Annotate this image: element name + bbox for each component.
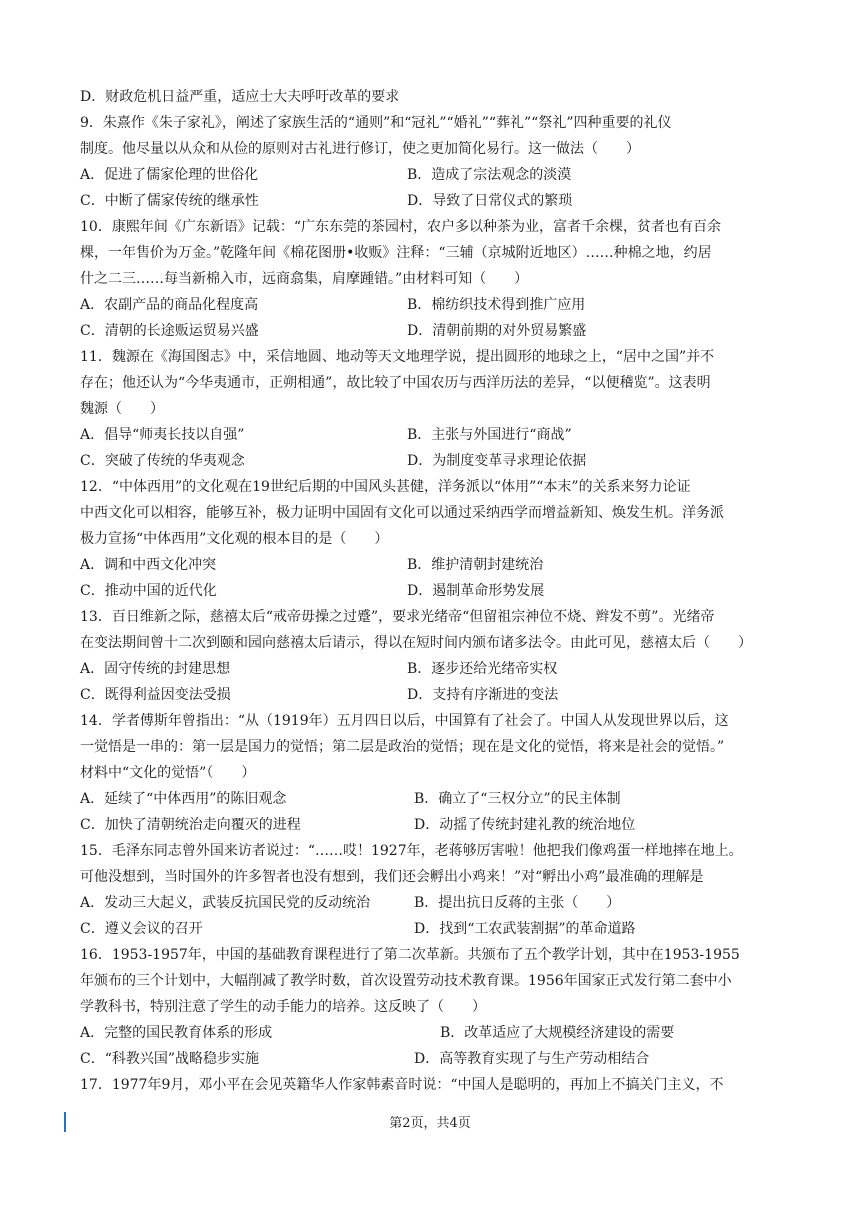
q13-stem-line-1: 13．百日维新之际，慈禧太后“戒帝毋操之过蹙”，要求光绪帝“但留祖宗神位不烧、辫发不剪”。光绪帝 [80,609,715,625]
q16-stem-line-3: 学教科书，特别注意了学生的动手能力的培养。这反映了（ ） [80,999,486,1015]
q14-option-c[interactable]: C．加快了清朝统治走向覆灭的进程 [80,817,301,833]
q12-option-d[interactable]: D．遏制革命形势发展 [407,583,545,599]
q14-options-row-2 [80,812,786,838]
q16-options-row-2 [80,1046,786,1072]
q9-stem-line-2: 制度。他尽量以从众和从俭的原则对古礼进行修订，使之更加简化易行。这一做法（ ） [80,141,640,157]
q11-stem-line-3: 魏源（ ） [80,401,164,417]
q15-option-d[interactable]: D．找到“工农武装割据”的革命道路 [414,921,636,937]
q11-stem-line-2: 存在；他还认为“今华夷通市，正朔相通”，故比较了中国农历与西洋历法的差异，“以便稽览”。这表明 [80,375,711,391]
q12-options-row-1 [80,552,786,578]
q16-option-a[interactable]: A．完整的国民教育体系的形成 [80,1025,273,1041]
question-content [80,84,786,1098]
q12-options-row-2 [80,578,786,604]
q10-option-c[interactable]: C．清朝的长途贩运贸易兴盛 [80,323,259,339]
q11-option-d[interactable]: D．为制度变革寻求理论依据 [407,453,587,469]
q13-stem-line-2: 在变法期间曾十二次到颐和园向慈禧太后请示，得以在短时间内颁布诸多法令。由此可见，慈禧太后（ ） [80,635,752,651]
q9-option-d[interactable]: D．导致了日常仪式的繁琐 [407,193,573,209]
q15-option-c[interactable]: C．遵义会议的召开 [80,921,203,937]
q9-stem-line-1: 9．朱熹作《朱子家礼》，阐述了家族生活的“通则”和“冠礼”“婚礼”“葬礼”“祭礼”四种重要的礼仪 [80,115,672,131]
q13-options-row-2 [80,682,786,708]
q8-option-d: D．财政危机日益严重，适应士大夫呼吁改革的要求 [80,89,400,105]
q15-options-row-1 [80,890,786,916]
q9-option-c[interactable]: C．中断了儒家传统的继承性 [80,193,259,209]
q13-option-d[interactable]: D．支持有序渐进的变法 [407,687,559,703]
q15-option-b[interactable]: B．提出抗日反蒋的主张（ ） [414,895,621,911]
q9-options-row-2 [80,188,786,214]
q12-stem-line-3: 极力宣扬“中体西用”文化观的根本目的是（ ） [80,531,389,547]
q11-option-b[interactable]: B．主张与外国进行“商战” [407,427,572,443]
q14-options-row-1 [80,786,786,812]
q10-option-d[interactable]: D．清朝前期的对外贸易繁盛 [407,323,587,339]
q10-option-a[interactable]: A．农副产品的商品化程度高 [80,297,259,313]
q16-stem-line-1: 16．1953-1957年，中国的基础教育课程进行了第二次革新。共颁布了五个教学计划，其中在1953-1955 [80,947,740,963]
q15-option-a[interactable]: A．发动三大起义，武装反抗国民党的反动统治 [80,895,371,911]
q9-option-a[interactable]: A．促进了儒家伦理的世俗化 [80,167,259,183]
q14-option-d[interactable]: D．动摇了传统封建礼教的统治地位 [414,817,636,833]
q12-option-c[interactable]: C．推动中国的近代化 [80,583,217,599]
q10-option-b[interactable]: B．棉纺织技术得到推广应用 [407,297,586,313]
q16-option-b[interactable]: B．改革适应了大规模经济建设的需要 [440,1025,675,1041]
q11-options-row-2 [80,448,786,474]
q13-option-c[interactable]: C．既得利益因变法受损 [80,687,231,703]
q12-option-a[interactable]: A．调和中西文化冲突 [80,557,217,573]
q10-options-row-1 [80,292,786,318]
q13-options-row-1 [80,656,786,682]
q10-options-row-2 [80,318,786,344]
q11-option-a[interactable]: A．倡导“师夷长技以自强” [80,427,245,443]
q11-stem-line-1: 11．魏源在《海国图志》中，采信地圆、地动等天文地理学说，提出圆形的地球之上，“居中之国”并不 [80,349,715,365]
q11-option-c[interactable]: C．突破了传统的华夷观念 [80,453,245,469]
q9-options-row-1 [80,162,786,188]
q10-stem-line-2: 棵，一年售价为万金。”乾隆年间《棉花图册•收贩》注释：“三辅（京城附近地区）……种棉之地，约居 [80,245,712,261]
q12-stem-line-1: 12．“中体西用”的文化观在19世纪后期的中国风头甚健，洋务派以“体用”“本末”的关系来努力论证 [80,479,691,495]
q14-option-b[interactable]: B．确立了“三权分立”的民主体制 [414,791,621,807]
q16-options-row-1 [80,1020,786,1046]
q16-stem-line-2: 年颁布的三个计划中，大幅削减了教学时数，首次设置劳动技术教育课。1956年国家正式发行第二套中小 [80,973,732,989]
q16-option-d[interactable]: D．高等教育实现了与生产劳动相结合 [414,1051,650,1067]
q14-stem-line-1: 14．学者傅斯年曾指出：“从（1919年）五月四日以后，中国算有了社会了。中国人从发现世界以后，这 [80,713,729,729]
q9-option-b[interactable]: B．造成了宗法观念的淡漠 [407,167,572,183]
q10-stem-line-3: 什之二三……每当新棉入市，远商翕集，肩摩踵错。”由材料可知（ ） [80,271,529,287]
q15-stem-line-1: 15．毛泽东同志曾外国来访者说过：“……哎！1927年，老蒋够厉害啦！他把我们像鸡蛋一样地摔在地上。 [80,843,743,859]
q13-option-a[interactable]: A．固守传统的封建思想 [80,661,231,677]
q17-stem-line-1: 17．1977年9月，邓小平在会见英籍华人作家韩素音时说：“中国人是聪明的，再加上不搞关门主义，不 [80,1077,724,1093]
q12-stem-line-2: 中西文化可以相容，能够互补，极力证明中国固有文化可以通过采纳西学而增益新知、焕发生机。洋务派 [80,505,724,521]
q15-stem-line-2: 可他没想到，当时国外的许多智者也没有想到，我们还会孵出小鸡来！”对“孵出小鸡”最准确的理解是 [80,869,704,885]
q16-option-c[interactable]: C．“科教兴国”战略稳步实施 [80,1051,260,1067]
q14-stem-line-2: 一觉悟是一串的：第一层是国力的觉悟；第二层是政治的觉悟；现在是文化的觉悟，将来是社会的觉悟。” [80,739,725,755]
q14-option-a[interactable]: A．延续了“中体西用”的陈旧观念 [80,791,287,807]
q11-options-row-1 [80,422,786,448]
q13-option-b[interactable]: B．逐步还给光绪帝实权 [407,661,558,677]
q15-options-row-2 [80,916,786,942]
q10-stem-line-1: 10．康熙年间《广东新语》记载：“广东东莞的茶园村，农户多以种茶为业，富者千余棵，贫者也有百余 [80,219,721,235]
q12-option-b[interactable]: B．维护清朝封建统治 [407,557,544,573]
page-number: 第2页，共4页 [389,1116,471,1131]
q14-stem-line-3: 材料中“文化的觉悟”（ ） [80,765,256,781]
